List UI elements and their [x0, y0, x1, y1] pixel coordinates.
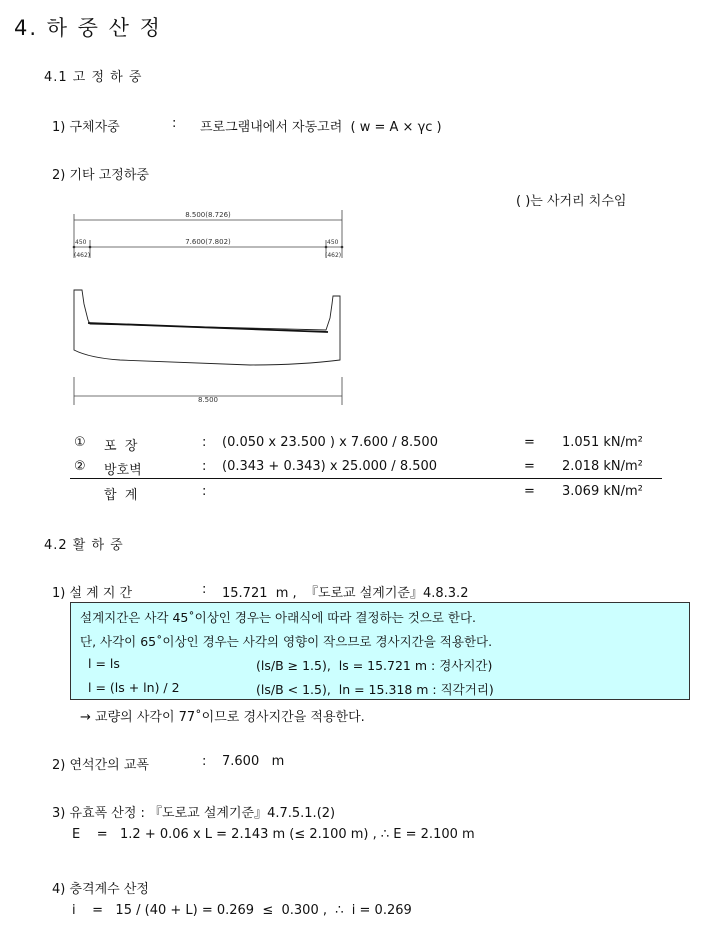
- load-row-1-value: 1.051 kN/m²: [562, 435, 643, 450]
- item-self-weight-label: 1) 구체자중: [52, 120, 120, 135]
- effective-width-title: 3) 유효폭 산정 : 『도로교 설계기준』4.7.5.1.(2): [52, 806, 336, 821]
- dim-mid-label: 7.600(7.802): [185, 238, 231, 246]
- load-row-1-colon: :: [202, 435, 207, 450]
- load-row-2-eq: =: [524, 459, 535, 474]
- item-self-weight-text: 프로그램내에서 자동고려 ( w = A × γc ): [200, 120, 442, 135]
- skew-dimension-note: ( )는 사거리 치수임: [516, 194, 627, 209]
- dim-bottom-label: 8.500: [197, 396, 219, 404]
- design-span-text: 15.721 m , 『도로교 설계기준』4.8.3.2: [222, 586, 469, 601]
- dim-left-b: (462): [74, 252, 91, 259]
- load-row-2-no: ②: [74, 459, 86, 474]
- impact-factor-formula: i = 15 / (40 + L) = 0.269 ≤ 0.300 , ∴ i = 0.269: [72, 903, 412, 918]
- effective-width-formula: E = 1.2 + 0.06 x L = 2.143 m (≤ 2.100 m) , ∴ E = 2.100 m: [72, 827, 475, 842]
- load-sum-eq: =: [524, 484, 535, 499]
- subsection-title-4-2: 4.2 활 하 중: [44, 538, 124, 553]
- criteria-line-3-formula: l = ls: [88, 656, 120, 671]
- criteria-line-3-condition: (ls/B ≥ 1.5), ls = 15.721 m : 경사지간): [256, 658, 493, 673]
- dim-right-b: (462): [325, 252, 342, 259]
- skew-arrow-note: → 교량의 사각이 77˚이므로 경사지간을 적용한다.: [80, 710, 365, 725]
- impact-factor-title: 4) 충격계수 산정: [52, 882, 149, 897]
- load-row-1-no: ①: [74, 435, 86, 450]
- curb-width-text: 7.600 m: [222, 754, 285, 769]
- section-title: 4. 하 중 산 정: [14, 16, 162, 40]
- item-other-dead-load-label: 2) 기타 고정하중: [52, 168, 149, 183]
- design-span-label: 1) 설 계 지 간: [52, 586, 133, 601]
- load-sum-colon: :: [202, 484, 207, 499]
- load-sum-name: 합 계: [104, 488, 138, 503]
- sum-divider: [70, 478, 662, 479]
- load-row-2-name: 방호벽: [104, 463, 142, 478]
- curb-width-colon: :: [202, 754, 207, 769]
- dim-right-a: 450: [327, 239, 339, 246]
- load-sum-value: 3.069 kN/m²: [562, 484, 643, 499]
- load-row-2-expr: (0.343 + 0.343) x 25.000 / 8.500: [222, 459, 438, 474]
- load-row-1-name: 포 장: [104, 439, 138, 454]
- dim-left-a: 450: [75, 239, 87, 246]
- load-row-1-eq: =: [524, 435, 535, 450]
- criteria-line-4-formula: l = (ls + ln) / 2: [88, 680, 180, 695]
- load-row-1-expr: (0.050 x 23.500 ) x 7.600 / 8.500: [222, 435, 438, 450]
- criteria-line-4-condition: (ls/B < 1.5), ln = 15.318 m : 직각거리): [256, 682, 494, 697]
- item-self-weight-colon: :: [172, 116, 177, 131]
- load-row-2-value: 2.018 kN/m²: [562, 459, 643, 474]
- cross-section-drawing: [0, 200, 400, 415]
- curb-width-label: 2) 연석간의 교폭: [52, 758, 149, 773]
- dim-total-label: 8.500(8.726): [185, 211, 231, 219]
- criteria-line-2: 단, 사각이 65˚이상인 경우는 사각의 영향이 작으므로 경사지간을 적용한다.: [80, 634, 493, 649]
- criteria-line-1: 설계지간은 사각 45˚이상인 경우는 아래식에 따라 결정하는 것으로 한다.: [80, 610, 477, 625]
- load-row-2-colon: :: [202, 459, 207, 474]
- subsection-title-4-1: 4.1 고 정 하 중: [44, 70, 143, 85]
- design-span-colon: :: [202, 582, 207, 597]
